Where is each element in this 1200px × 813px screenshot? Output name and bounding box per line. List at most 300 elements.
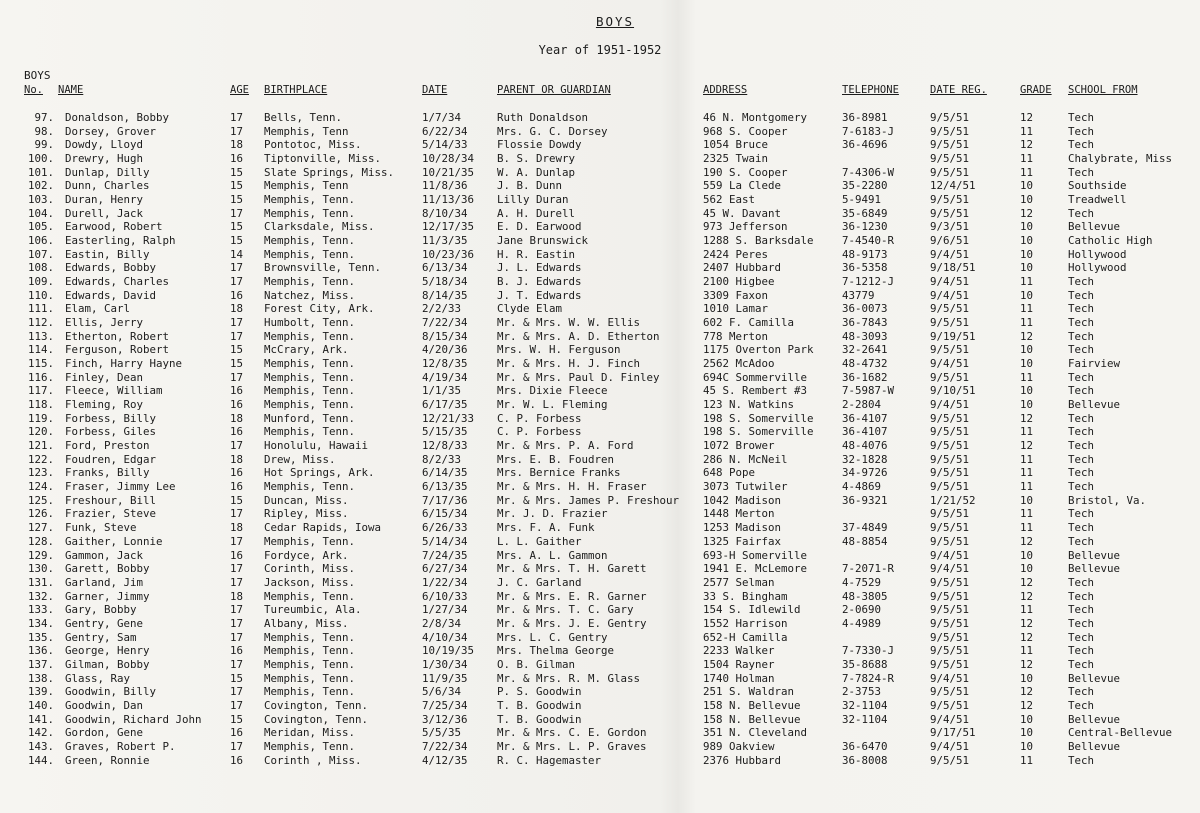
cell-telephone: 32-1104 xyxy=(842,712,888,726)
cell-telephone: 36-1682 xyxy=(842,370,888,384)
cell-telephone: 2-0690 xyxy=(842,603,882,617)
cell-row-number: 131. xyxy=(27,575,54,589)
cell-school-from: Southside xyxy=(1068,179,1127,193)
cell-date-registered: 9/5/51 xyxy=(930,425,970,439)
cell-row-number: 136. xyxy=(27,644,54,658)
table-row xyxy=(0,466,1200,480)
cell-date-registered: 9/5/51 xyxy=(930,616,970,630)
cell-student-name: Gammon, Jack xyxy=(65,548,144,562)
cell-age: 18 xyxy=(230,411,244,425)
cell-date-registered: 9/5/51 xyxy=(930,302,970,316)
cell-birthplace: Memphis, Tenn. xyxy=(264,425,356,439)
cell-age: 15 xyxy=(230,165,244,179)
cell-age: 16 xyxy=(230,288,244,302)
cell-telephone: 35-6849 xyxy=(842,206,888,220)
cell-school-from: Tech xyxy=(1068,630,1095,644)
cell-birthplace: Bells, Tenn. xyxy=(264,111,343,124)
cell-grade: 12 xyxy=(1020,329,1034,343)
cell-birthplace: McCrary, Ark. xyxy=(264,343,349,357)
cell-row-number: 103. xyxy=(27,193,54,207)
cell-birthplace: Drew, Miss. xyxy=(264,452,336,466)
cell-age: 15 xyxy=(230,671,244,685)
cell-birth-date: 1/22/34 xyxy=(422,575,468,589)
cell-row-number: 129. xyxy=(27,548,54,562)
cell-school-from: Bellevue xyxy=(1068,671,1121,685)
table-row xyxy=(0,713,1200,727)
cell-telephone: 48-3805 xyxy=(842,589,888,603)
cell-row-number: 109. xyxy=(27,275,54,289)
column-header-row xyxy=(0,84,1200,98)
cell-date-registered: 9/5/51 xyxy=(930,507,970,521)
cell-address: 2325 Twain xyxy=(703,152,769,166)
cell-birthplace: Duncan, Miss. xyxy=(264,493,349,507)
header-birthplace: BIRTHPLACE xyxy=(264,84,328,96)
cell-birthplace: Memphis, Tenn. xyxy=(264,739,356,753)
cell-birthplace: Memphis, Tenn. xyxy=(264,671,356,685)
cell-grade: 12 xyxy=(1020,411,1034,425)
cell-age: 16 xyxy=(230,726,244,740)
cell-birth-date: 7/24/35 xyxy=(422,548,468,562)
cell-birth-date: 10/19/35 xyxy=(422,644,475,658)
cell-birth-date: 6/10/33 xyxy=(422,589,468,603)
cell-age: 17 xyxy=(230,616,244,630)
cell-telephone: 4-7529 xyxy=(842,575,882,589)
cell-telephone: 7-2071-R xyxy=(842,562,895,576)
cell-date-registered: 9/5/51 xyxy=(930,452,970,466)
cell-grade: 10 xyxy=(1020,234,1034,248)
cell-student-name: Franks, Billy xyxy=(65,466,150,480)
cell-birth-date: 6/13/35 xyxy=(422,480,468,494)
cell-address: 1941 E. McLemore xyxy=(703,562,808,576)
cell-row-number: 135. xyxy=(27,630,54,644)
cell-date-registered: 1/21/52 xyxy=(930,493,976,507)
cell-date-registered: 9/5/51 xyxy=(930,589,970,603)
cell-school-from: Tech xyxy=(1068,698,1095,712)
cell-student-name: Drewry, Hugh xyxy=(65,152,144,166)
cell-birthplace: Memphis, Tenn. xyxy=(264,589,356,603)
table-row xyxy=(0,576,1200,590)
cell-school-from: Hollywood xyxy=(1068,247,1127,261)
cell-parent-guardian: Mrs. F. A. Funk xyxy=(497,521,595,535)
cell-row-number: 141. xyxy=(27,712,54,726)
cell-school-from: Chalybrate, Miss xyxy=(1068,152,1173,166)
cell-birthplace: Cedar Rapids, Iowa xyxy=(264,521,382,535)
cell-school-from: Tech xyxy=(1068,439,1095,453)
table-row xyxy=(0,193,1200,207)
cell-birth-date: 5/14/33 xyxy=(422,138,468,152)
cell-school-from: Bellevue xyxy=(1068,398,1121,412)
cell-address: 45 S. Rembert #3 xyxy=(703,384,808,398)
cell-row-number: 101. xyxy=(27,165,54,179)
cell-age: 18 xyxy=(230,452,244,466)
cell-birthplace: Ripley, Miss. xyxy=(264,507,349,521)
cell-row-number: 99. xyxy=(34,138,54,152)
cell-address: 1253 Madison xyxy=(703,521,782,535)
cell-address: 46 N. Montgomery xyxy=(703,111,808,124)
cell-student-name: Goodwin, Billy xyxy=(65,685,157,699)
cell-parent-guardian: Mr. & Mrs. L. P. Graves xyxy=(497,739,647,753)
cell-grade: 12 xyxy=(1020,698,1034,712)
table-row xyxy=(0,425,1200,439)
cell-birth-date: 1/1/35 xyxy=(422,384,462,398)
cell-school-from: Tech xyxy=(1068,644,1095,658)
cell-row-number: 140. xyxy=(27,698,54,712)
cell-row-number: 127. xyxy=(27,521,54,535)
cell-date-registered: 9/5/51 xyxy=(930,630,970,644)
cell-grade: 10 xyxy=(1020,493,1034,507)
cell-address: 559 La Clede xyxy=(703,179,782,193)
cell-school-from: Tech xyxy=(1068,589,1095,603)
cell-birthplace: Memphis, Tenn. xyxy=(264,234,356,248)
cell-student-name: Finley, Dean xyxy=(65,370,144,384)
cell-grade: 12 xyxy=(1020,439,1034,453)
cell-parent-guardian: Mr. & Mrs. C. E. Gordon xyxy=(497,726,647,740)
cell-address: 198 S. Somerville xyxy=(703,411,814,425)
cell-grade: 11 xyxy=(1020,165,1034,179)
cell-date-registered: 9/5/51 xyxy=(930,603,970,617)
cell-telephone: 43779 xyxy=(842,288,875,302)
cell-age: 17 xyxy=(230,370,244,384)
cell-birth-date: 3/12/36 xyxy=(422,712,468,726)
cell-birthplace: Clarksdale, Miss. xyxy=(264,220,375,234)
cell-telephone: 5-9491 xyxy=(842,193,882,207)
cell-date-registered: 9/10/51 xyxy=(930,384,976,398)
cell-telephone: 48-8854 xyxy=(842,534,888,548)
cell-telephone: 48-9173 xyxy=(842,247,888,261)
table-row xyxy=(0,275,1200,289)
cell-telephone: 48-4076 xyxy=(842,439,888,453)
cell-birthplace: Jackson, Miss. xyxy=(264,575,356,589)
cell-age: 15 xyxy=(230,193,244,207)
cell-row-number: 97. xyxy=(34,111,54,124)
cell-age: 16 xyxy=(230,753,244,767)
cell-parent-guardian: L. L. Gaither xyxy=(497,534,582,548)
cell-grade: 11 xyxy=(1020,466,1034,480)
cell-telephone: 35-2280 xyxy=(842,179,888,193)
cell-parent-guardian: Mr. & Mrs. James P. Freshour xyxy=(497,493,680,507)
cell-address: 693-H Somerville xyxy=(703,548,808,562)
cell-birthplace: Memphis, Tenn. xyxy=(264,398,356,412)
cell-school-from: Tech xyxy=(1068,138,1095,152)
table-row xyxy=(0,754,1200,768)
cell-age: 17 xyxy=(230,439,244,453)
cell-age: 16 xyxy=(230,644,244,658)
cell-address: 1054 Bruce xyxy=(703,138,769,152)
cell-row-number: 138. xyxy=(27,671,54,685)
cell-date-registered: 9/5/51 xyxy=(930,698,970,712)
cell-student-name: Ferguson, Robert xyxy=(65,343,170,357)
cell-birth-date: 8/14/35 xyxy=(422,288,468,302)
cell-student-name: Gentry, Sam xyxy=(65,630,137,644)
cell-student-name: Etherton, Robert xyxy=(65,329,170,343)
cell-date-registered: 9/6/51 xyxy=(930,234,970,248)
cell-grade: 10 xyxy=(1020,261,1034,275)
cell-row-number: 113. xyxy=(27,329,54,343)
cell-date-registered: 9/3/51 xyxy=(930,220,970,234)
cell-date-registered: 9/4/51 xyxy=(930,357,970,371)
cell-address: 2376 Hubbard xyxy=(703,753,782,767)
cell-age: 17 xyxy=(230,685,244,699)
cell-age: 17 xyxy=(230,534,244,548)
cell-age: 15 xyxy=(230,357,244,371)
cell-telephone: 2-3753 xyxy=(842,685,882,699)
cell-telephone: 36-4107 xyxy=(842,425,888,439)
cell-date-registered: 9/5/51 xyxy=(930,138,970,152)
cell-age: 17 xyxy=(230,124,244,138)
cell-age: 17 xyxy=(230,698,244,712)
cell-telephone: 7-5987-W xyxy=(842,384,895,398)
cell-row-number: 120. xyxy=(27,425,54,439)
cell-school-from: Tech xyxy=(1068,302,1095,316)
cell-grade: 10 xyxy=(1020,193,1034,207)
cell-student-name: Forbess, Giles xyxy=(65,425,157,439)
cell-row-number: 144. xyxy=(27,753,54,767)
cell-parent-guardian: Clyde Elam xyxy=(497,302,563,316)
cell-row-number: 125. xyxy=(27,493,54,507)
cell-parent-guardian: E. D. Earwood xyxy=(497,220,582,234)
cell-address: 2407 Hubbard xyxy=(703,261,782,275)
table-row xyxy=(0,631,1200,645)
table-row xyxy=(0,261,1200,275)
cell-grade: 12 xyxy=(1020,630,1034,644)
cell-age: 17 xyxy=(230,657,244,671)
cell-address: 154 S. Idlewild xyxy=(703,603,801,617)
cell-student-name: Dorsey, Grover xyxy=(65,124,157,138)
cell-address: 3309 Faxon xyxy=(703,288,769,302)
cell-telephone: 4-4989 xyxy=(842,616,882,630)
cell-date-registered: 9/4/51 xyxy=(930,548,970,562)
cell-student-name: Freshour, Bill xyxy=(65,493,157,507)
cell-row-number: 111. xyxy=(27,302,54,316)
cell-birth-date: 5/6/34 xyxy=(422,685,462,699)
cell-birth-date: 5/18/34 xyxy=(422,275,468,289)
cell-grade: 12 xyxy=(1020,616,1034,630)
cell-school-from: Bristol, Va. xyxy=(1068,493,1147,507)
cell-row-number: 134. xyxy=(27,616,54,630)
cell-school-from: Tech xyxy=(1068,288,1095,302)
cell-parent-guardian: R. C. Hagemaster xyxy=(497,753,602,767)
cell-grade: 11 xyxy=(1020,480,1034,494)
cell-date-registered: 9/5/51 xyxy=(930,111,970,124)
cell-parent-guardian: J. T. Edwards xyxy=(497,288,582,302)
cell-address: 198 S. Somerville xyxy=(703,425,814,439)
cell-school-from: Tech xyxy=(1068,603,1095,617)
cell-birth-date: 6/15/34 xyxy=(422,507,468,521)
cell-student-name: Foudren, Edgar xyxy=(65,452,157,466)
cell-row-number: 100. xyxy=(27,152,54,166)
cell-grade: 11 xyxy=(1020,152,1034,166)
cell-telephone: 36-6470 xyxy=(842,739,888,753)
cell-row-number: 104. xyxy=(27,206,54,220)
cell-address: 1072 Brower xyxy=(703,439,775,453)
cell-birth-date: 12/21/33 xyxy=(422,411,475,425)
table-row xyxy=(0,166,1200,180)
cell-age: 17 xyxy=(230,261,244,275)
cell-address: 190 S. Cooper xyxy=(703,165,788,179)
cell-telephone: 2-2804 xyxy=(842,398,882,412)
cell-address: 1288 S. Barksdale xyxy=(703,234,814,248)
cell-telephone: 36-7843 xyxy=(842,316,888,330)
cell-row-number: 142. xyxy=(27,726,54,740)
cell-student-name: Goodwin, Richard John xyxy=(65,712,202,726)
cell-grade: 11 xyxy=(1020,124,1034,138)
cell-row-number: 143. xyxy=(27,739,54,753)
cell-address: 1504 Rayner xyxy=(703,657,775,671)
cell-school-from: Tech xyxy=(1068,370,1095,384)
cell-parent-guardian: Mr. & Mrs. A. D. Etherton xyxy=(497,329,660,343)
cell-birthplace: Pontotoc, Miss. xyxy=(264,138,362,152)
cell-grade: 10 xyxy=(1020,384,1034,398)
table-row xyxy=(0,603,1200,617)
cell-age: 17 xyxy=(230,316,244,330)
cell-row-number: 108. xyxy=(27,261,54,275)
cell-parent-guardian: Mrs. G. C. Dorsey xyxy=(497,124,608,138)
cell-age: 15 xyxy=(230,179,244,193)
cell-student-name: Dowdy, Lloyd xyxy=(65,138,144,152)
table-row xyxy=(0,289,1200,303)
cell-birthplace: Brownsville, Tenn. xyxy=(264,261,382,275)
cell-grade: 10 xyxy=(1020,739,1034,753)
cell-birth-date: 12/8/35 xyxy=(422,357,468,371)
cell-age: 15 xyxy=(230,493,244,507)
cell-row-number: 121. xyxy=(27,439,54,453)
table-row xyxy=(0,549,1200,563)
column-label-boys: BOYS xyxy=(24,69,51,82)
cell-birthplace: Memphis, Tenn. xyxy=(264,534,356,548)
cell-parent-guardian: Flossie Dowdy xyxy=(497,138,582,152)
cell-address: 158 N. Bellevue xyxy=(703,698,801,712)
cell-student-name: Duran, Henry xyxy=(65,193,144,207)
cell-row-number: 133. xyxy=(27,603,54,617)
cell-address: 1325 Fairfax xyxy=(703,534,782,548)
cell-date-registered: 9/5/51 xyxy=(930,466,970,480)
cell-student-name: Dunlap, Dilly xyxy=(65,165,150,179)
cell-age: 17 xyxy=(230,575,244,589)
table-row xyxy=(0,521,1200,535)
cell-school-from: Hollywood xyxy=(1068,261,1127,275)
cell-student-name: Glass, Ray xyxy=(65,671,131,685)
cell-birth-date: 4/12/35 xyxy=(422,753,468,767)
cell-date-registered: 9/5/51 xyxy=(930,657,970,671)
cell-parent-guardian: Mr. & Mrs. T. C. Gary xyxy=(497,603,634,617)
cell-birth-date: 8/2/33 xyxy=(422,452,462,466)
cell-address: 562 East xyxy=(703,193,756,207)
cell-parent-guardian: T. B. Goodwin xyxy=(497,698,582,712)
page-subtitle: Year of 1951-1952 xyxy=(538,43,662,57)
cell-student-name: Gary, Bobby xyxy=(65,603,137,617)
cell-school-from: Tech xyxy=(1068,753,1095,767)
cell-birth-date: 1/30/34 xyxy=(422,657,468,671)
cell-birth-date: 6/17/35 xyxy=(422,398,468,412)
cell-school-from: Central-Bellevue xyxy=(1068,726,1173,740)
cell-date-registered: 12/4/51 xyxy=(930,179,976,193)
cell-birthplace: Memphis, Tenn. xyxy=(264,384,356,398)
cell-birth-date: 6/27/34 xyxy=(422,562,468,576)
cell-date-registered: 9/19/51 xyxy=(930,329,976,343)
cell-parent-guardian: H. R. Eastin xyxy=(497,247,576,261)
cell-grade: 11 xyxy=(1020,452,1034,466)
cell-telephone: 32-1104 xyxy=(842,698,888,712)
cell-age: 17 xyxy=(230,562,244,576)
cell-birth-date: 4/20/36 xyxy=(422,343,468,357)
cell-birthplace: Memphis, Tenn. xyxy=(264,206,356,220)
cell-row-number: 105. xyxy=(27,220,54,234)
cell-age: 18 xyxy=(230,302,244,316)
cell-row-number: 126. xyxy=(27,507,54,521)
cell-age: 16 xyxy=(230,384,244,398)
cell-birth-date: 11/8/36 xyxy=(422,179,468,193)
cell-date-registered: 9/4/51 xyxy=(930,247,970,261)
cell-grade: 12 xyxy=(1020,206,1034,220)
cell-grade: 10 xyxy=(1020,220,1034,234)
cell-school-from: Tech xyxy=(1068,507,1095,521)
cell-school-from: Tech xyxy=(1068,275,1095,289)
cell-birthplace: Natchez, Miss. xyxy=(264,288,356,302)
cell-birth-date: 5/5/35 xyxy=(422,726,462,740)
cell-grade: 11 xyxy=(1020,316,1034,330)
cell-address: 973 Jefferson xyxy=(703,220,788,234)
cell-birthplace: Fordyce, Ark. xyxy=(264,548,349,562)
cell-birthplace: Memphis, Tenn. xyxy=(264,193,356,207)
cell-date-registered: 9/4/51 xyxy=(930,398,970,412)
cell-row-number: 106. xyxy=(27,234,54,248)
cell-row-number: 114. xyxy=(27,343,54,357)
cell-grade: 10 xyxy=(1020,179,1034,193)
cell-age: 16 xyxy=(230,548,244,562)
cell-school-from: Tech xyxy=(1068,343,1095,357)
cell-birthplace: Slate Springs, Miss. xyxy=(264,165,395,179)
cell-parent-guardian: W. A. Dunlap xyxy=(497,165,576,179)
cell-student-name: Gordon, Gene xyxy=(65,726,144,740)
cell-birthplace: Honolulu, Hawaii xyxy=(264,439,369,453)
cell-birth-date: 1/27/34 xyxy=(422,603,468,617)
table-row xyxy=(0,726,1200,740)
cell-telephone: 36-1230 xyxy=(842,220,888,234)
cell-date-registered: 9/5/51 xyxy=(930,206,970,220)
cell-student-name: Garland, Jim xyxy=(65,575,144,589)
cell-school-from: Tech xyxy=(1068,616,1095,630)
cell-telephone: 7-7330-J xyxy=(842,644,895,658)
cell-student-name: Eastin, Billy xyxy=(65,247,150,261)
cell-address: 648 Pope xyxy=(703,466,756,480)
cell-row-number: 132. xyxy=(27,589,54,603)
cell-grade: 10 xyxy=(1020,712,1034,726)
header-address: ADDRESS xyxy=(703,84,748,96)
cell-grade: 10 xyxy=(1020,548,1034,562)
cell-birth-date: 6/26/33 xyxy=(422,521,468,535)
cell-date-registered: 9/5/51 xyxy=(930,439,970,453)
cell-date-registered: 9/4/51 xyxy=(930,712,970,726)
table-row xyxy=(0,562,1200,576)
cell-telephone: 32-2641 xyxy=(842,343,888,357)
cell-school-from: Bellevue xyxy=(1068,548,1121,562)
cell-birth-date: 10/28/34 xyxy=(422,152,475,166)
cell-age: 18 xyxy=(230,138,244,152)
cell-telephone: 36-9321 xyxy=(842,493,888,507)
cell-school-from: Tech xyxy=(1068,575,1095,589)
cell-telephone: 32-1828 xyxy=(842,452,888,466)
cell-school-from: Tech xyxy=(1068,124,1095,138)
cell-row-number: 139. xyxy=(27,685,54,699)
cell-age: 18 xyxy=(230,521,244,535)
cell-address: 2233 Walker xyxy=(703,644,775,658)
cell-age: 17 xyxy=(230,275,244,289)
cell-address: 968 S. Cooper xyxy=(703,124,788,138)
cell-telephone: 36-8008 xyxy=(842,753,888,767)
cell-date-registered: 9/5/51 xyxy=(930,411,970,425)
cell-birth-date: 5/14/34 xyxy=(422,534,468,548)
cell-parent-guardian: B. S. Drewry xyxy=(497,152,576,166)
